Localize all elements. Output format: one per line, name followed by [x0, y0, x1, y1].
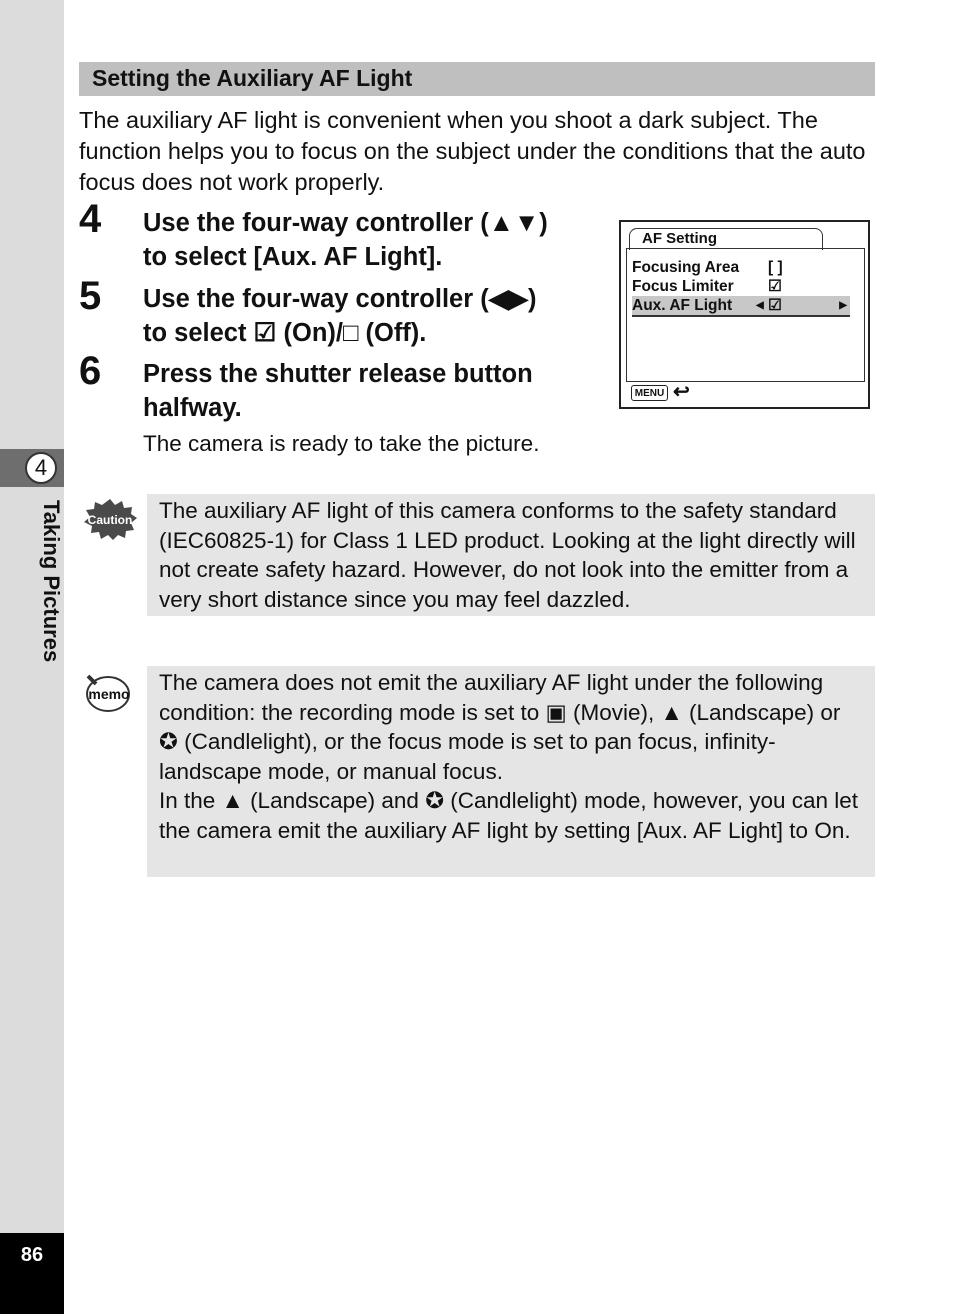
checkbox-on-icon: ☑ [253, 319, 277, 347]
checkbox-on-icon: ☑ [768, 278, 782, 295]
focus-area-bracket-icon: [ ] [768, 259, 783, 276]
menu-item-aux-af-light [632, 296, 850, 317]
step-5-line1: Use the four-way controller ( [143, 285, 489, 313]
caution-icon-label: Caution [87, 513, 133, 527]
menu-item-label: Aux. AF Light [632, 297, 733, 314]
back-arrow-icon: ↩ [673, 381, 690, 403]
page-number: 86 [20, 1244, 44, 1266]
step-5-paren: ) [527, 285, 537, 313]
step-5-off-label: (Off). [358, 319, 427, 347]
caution-text: The auxiliary AF light of this camera conforms to the safety standard (IEC60825-1) for Class 1 LED product. Looking at the light directly will not create safety hazard. However, do not look into the emitter from a very short distance since you may feel dazzled. [159, 498, 856, 612]
step-number-4: 4 [79, 197, 102, 241]
intro-paragraph: The auxiliary AF light is convenient when you shoot a dark subject. The function helps you to focus on the subject under the conditions that the auto focus does not work properly. [79, 107, 866, 195]
memo-box [147, 666, 875, 877]
step-6-note: The camera is ready to take the picture. [143, 431, 540, 456]
step-4-text [143, 206, 613, 274]
step-4-paren: ) [539, 209, 548, 237]
section-title: Setting the Auxiliary AF Light [79, 62, 875, 96]
memo-icon-label: memo [88, 686, 130, 702]
memo-text-1: The camera does not emit the auxiliary AF light under the following condition: the recording mode is set to ▣ (Movie), ▲ (Landscape) or ✪ (Candlelight), or the focus mode is set to pan focus, infinity-landscape mode, or manual focus. [159, 670, 841, 784]
up-down-arrows-icon: ▲▼ [488, 209, 540, 237]
caution-icon [82, 498, 138, 540]
checkbox-off-icon: □ [343, 319, 359, 347]
menu-item-label: Focus Limiter [632, 278, 734, 295]
screen-tab-title: AF Setting [629, 228, 823, 250]
checkbox-on-icon: ☑ [768, 297, 782, 314]
left-arrow-icon: ◀ [756, 300, 764, 311]
step-number-5: 5 [79, 274, 102, 318]
step-5-text [143, 282, 613, 350]
chapter-title: Taking Pictures [39, 500, 64, 663]
step-5-line2: to select [143, 319, 254, 347]
step-number-6: 6 [79, 349, 102, 393]
step-5-on-label: (On)/ [276, 319, 343, 347]
menu-item-focusing-area [632, 258, 850, 277]
step-6-line1: Press the shutter release button [143, 360, 533, 388]
step-4-line2: to select [Aux. AF Light]. [143, 243, 443, 271]
screen-menu-panel [626, 248, 865, 382]
left-right-arrows-icon: ◀▶ [488, 285, 528, 313]
caution-box [147, 494, 875, 616]
step-6-text [143, 357, 613, 425]
menu-item-label: Focusing Area [632, 259, 740, 276]
step-4-line1: Use the four-way controller ( [143, 209, 489, 237]
memo-text-2: In the ▲ (Landscape) and ✪ (Candlelight) mode, however, you can let the camera emit the auxiliary AF light by setting [Aux. AF Light] to On. [159, 788, 859, 843]
right-arrow-icon: ▶ [839, 300, 847, 311]
step-6-line2: halfway. [143, 394, 242, 422]
menu-button-icon: MENU [631, 385, 668, 401]
menu-item-focus-limiter [632, 277, 850, 296]
camera-screen [619, 220, 870, 409]
memo-icon [82, 670, 132, 714]
chapter-number: 4 [25, 452, 57, 484]
